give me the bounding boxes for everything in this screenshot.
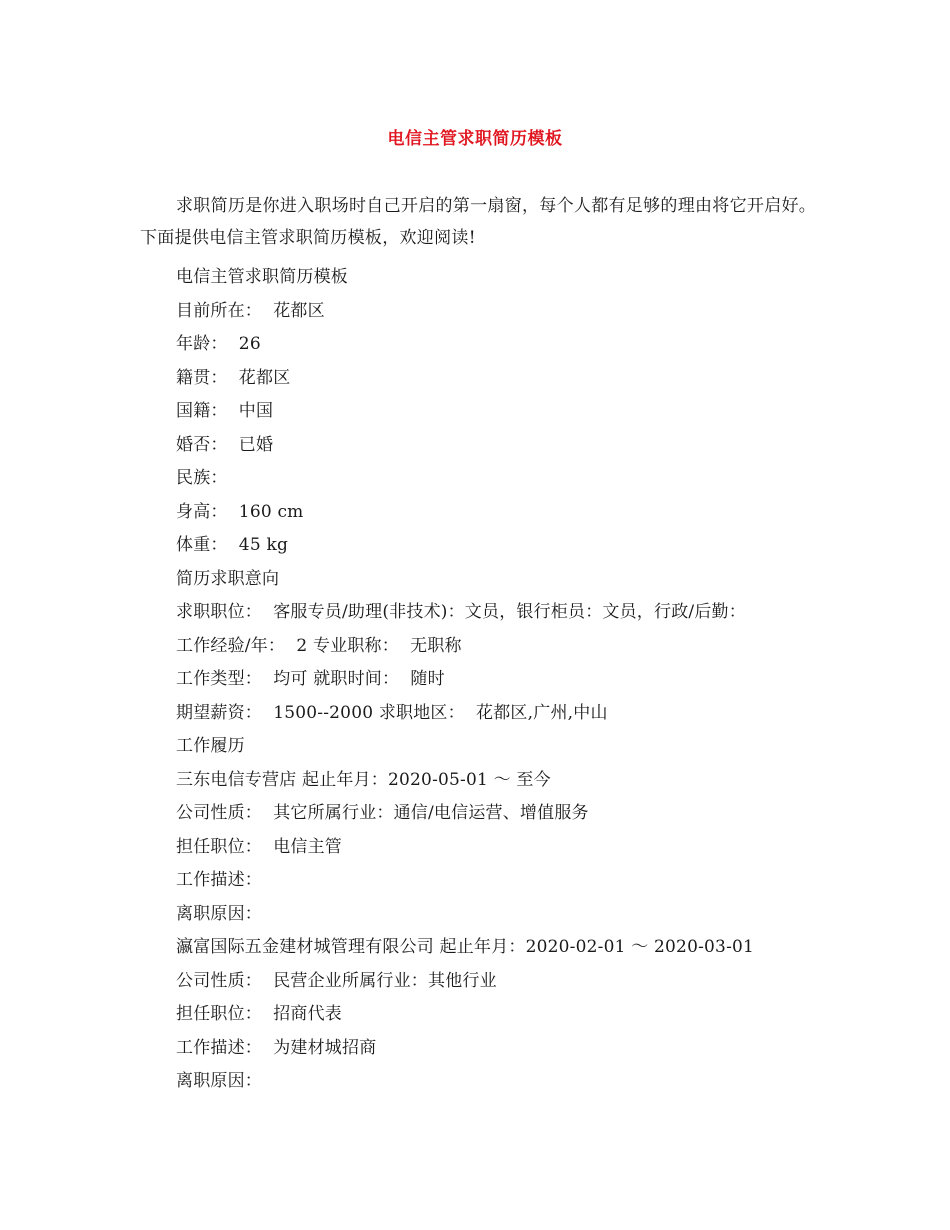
resume-line: 公司性质： 其它所属行业：通信/电信运营、增值服务 <box>176 803 589 823</box>
resume-line: 电信主管求职简历模板 <box>176 267 348 287</box>
resume-line: 体重： 45 kg <box>176 535 289 555</box>
resume-line: 年龄： 26 <box>176 334 261 354</box>
resume-line: 工作履历 <box>176 736 245 756</box>
document-title: 电信主管求职简历模板 <box>387 129 563 149</box>
resume-line: 期望薪资： 1500--2000 求职地区： 花都区,广州,中山 <box>176 702 608 723</box>
resume-line: 工作描述： <box>176 870 262 890</box>
resume-line: 离职原因： <box>176 903 262 924</box>
resume-line: 担任职位： 招商代表 <box>176 1004 343 1024</box>
resume-line: 工作描述： 为建材城招商 <box>176 1037 377 1058</box>
resume-line: 简历求职意向 <box>176 568 280 589</box>
resume-line: 瀛富国际五金建材城管理有限公司 起止年月：2020-02-01 ～ 2020-03-01 <box>176 937 755 957</box>
resume-line: 工作类型： 均可 就职时间： 随时 <box>176 669 445 689</box>
resume-lines <box>176 261 856 1099</box>
resume-line: 担任职位： 电信主管 <box>176 836 343 857</box>
resume-line: 公司性质： 民营企业所属行业：其他行业 <box>176 970 497 991</box>
resume-line: 离职原因： <box>176 1071 262 1091</box>
resume-line: 国籍： 中国 <box>176 401 274 421</box>
resume-line: 身高： 160 cm <box>176 501 304 522</box>
resume-line: 民族： <box>176 468 228 488</box>
resume-line: 籍贯： 花都区 <box>176 367 291 388</box>
intro-paragraph: 求职简历是你进入职场时自己开启的第一扇窗，每个人都有足够的理由将它开启好。下面提供电信主管求职简历模板，欢迎阅读! <box>140 196 817 248</box>
resume-line: 婚否： 已婚 <box>176 434 274 455</box>
resume-line: 目前所在： 花都区 <box>176 300 325 321</box>
resume-line: 三东电信专营店 起止年月：2020-05-01 ～ 至今 <box>176 769 551 790</box>
resume-line: 工作经验/年： 2 专业职称： 无职称 <box>176 635 462 656</box>
resume-line: 求职职位： 客服专员/助理(非技术)：文员，银行柜员：文员，行政/后勤： <box>176 602 746 622</box>
